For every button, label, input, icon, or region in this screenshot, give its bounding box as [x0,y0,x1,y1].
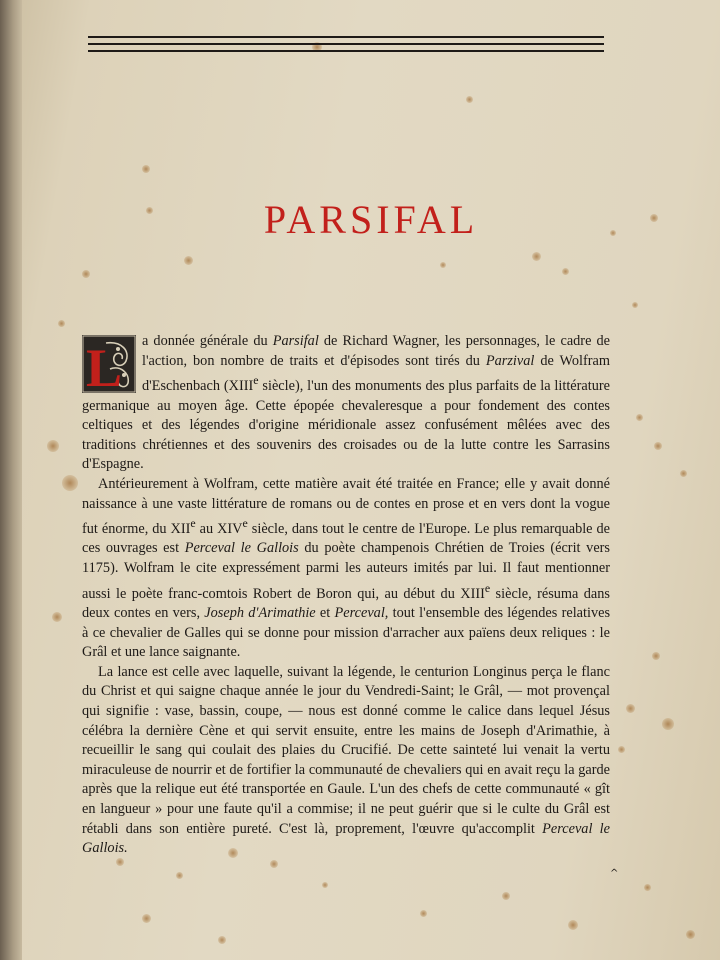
paragraph-2 [82,475,610,663]
p3-italic-1: Perceval le Gallois. [82,820,610,857]
p2-sup-3: e [484,580,491,595]
p1-sup-1: e [253,373,259,388]
p1-text-4: siècle), l'un des monuments des plus parfaits de la littérature germanique au moyen âge. Cette épopée chevaleresque a pour fondement des contes celtiques et des légendes d'origine méridionale assez confusément mêlées avec des traditions chrétiennes et des souvenirs des croisades ou de la lutte contre les Sarrasins d'Espagne. [82,377,610,473]
p2-text-2: au XIV [195,520,243,537]
p1-italic-1: Parsifal [272,333,319,349]
p2-text-3: siècle, dans tout le centre de l'Europe. Le plus remarquable de ces ouvrages est [82,520,610,557]
p1-text-3: de Wolfram d'Eschenbach (XIII [142,352,610,394]
paragraph-1 [82,332,610,475]
header-rule-3 [88,50,604,52]
book-page [22,0,720,960]
p2-text-7: tout l'ensemble des légendes relatives à ce chevalier de Galles qui se donne pour mission d'arracher aux païens deux reliques : le Grâl et une lance saignante. [82,605,611,661]
book-spine-edge [0,0,22,960]
p2-text-6: et [315,605,335,622]
p3-text-1: La lance est celle avec laquelle, suivant la légende, le centurion Longinus perça le flanc du Christ et qui saigne chaque année le jour du Vendredi-Saint; le Grâl, — mot provençal qui signifie : vase, bassin, coupe, — nous est donné comme le calice dans lequel Jésus célébra la dernière Cène et qui servit ensuite, entre les mains de Joseph d'Arimathie, à recueillir le sang qui coulait des plaies du Crucifié. De cette sainteté lui venait la vertu miraculeuse de nourrir et de fortifier la communauté de chevaliers qui en avait reçu la garde après que la relique eut été transportée en Gaule. L'un des chefs de cette communauté « gît en langueur » pour une faute qu'il a commise; il ne peut guérir que si le culte du Grâl est rétabli dans son entière pureté. C'est là, proprement, l'œuvre qu'accomplit [82,663,610,837]
header-rule-2 [88,43,604,45]
drop-cap-letter: L [86,338,123,393]
p2-text-4: du poète champenois Chrétien de Troies (écrit vers 1175). Wolfram le cite expressément parmi les auteurs imités par lui. Il faut mentionner aussi le poète franc-comtois Robert de Boron qui, au début du XIII [82,540,610,602]
p2-text-5: siècle, résuma dans deux contes en vers, [82,585,610,622]
p1-text-1: a donnée générale du [142,333,273,349]
p2-italic-3: Perceval, [334,605,389,622]
p2-sup-2: e [242,516,248,531]
page-title: PARSIFAL [263,197,479,242]
header-rule-1 [88,36,604,38]
p1-italic-2: Parzival [485,352,535,369]
p2-text-1: Antérieurement à Wolfram, cette matière avait été traitée en France; elle y avait donné naissance à une vaste littérature de romans ou de contes en prose et en vers dont la vogue fut énorme, du XII [82,475,610,537]
p2-sup-1: e [190,516,196,531]
p2-italic-1: Perceval le Gallois [184,540,299,557]
body-text [82,332,610,859]
p2-italic-2: Joseph d'Arimathie [204,605,316,622]
paragraph-3 [82,663,610,859]
drop-cap-ornament [82,335,136,393]
p1-text-2: de Richard Wagner, les personnages, le cadre de l'action, bon nombre de traits et d'épisodes sont tirés du [142,333,611,369]
signature-mark: ^ [610,868,619,879]
